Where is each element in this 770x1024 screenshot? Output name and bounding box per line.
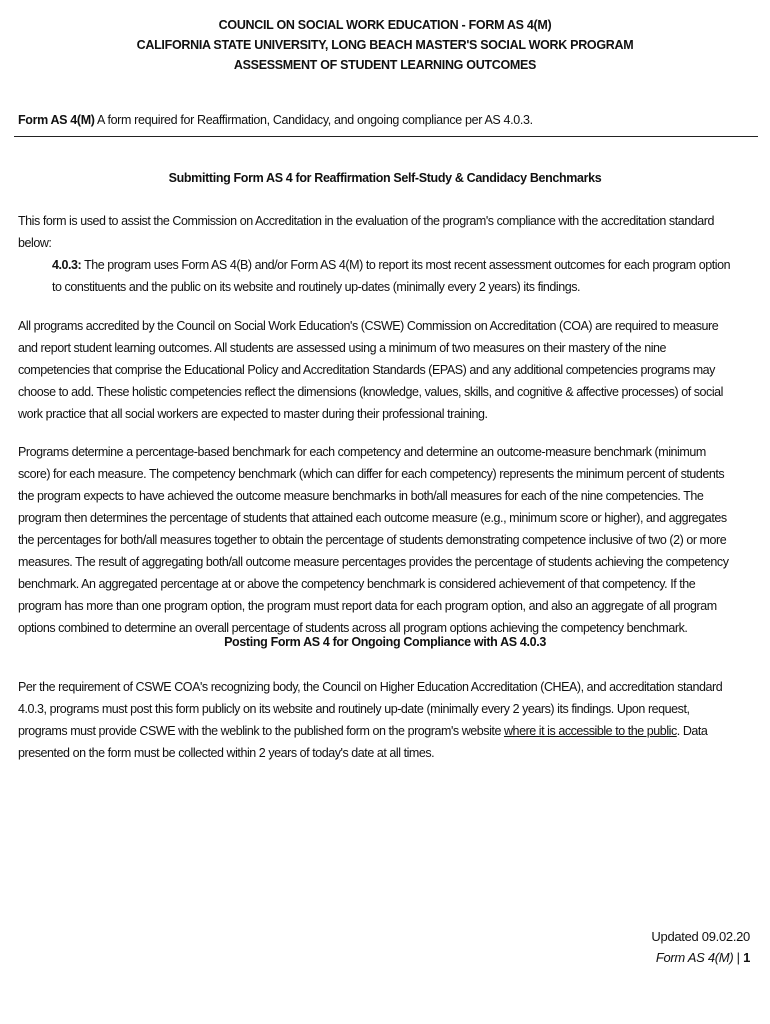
footer-form-ref: Form AS 4(M) <box>655 950 734 965</box>
section-heading-submitting: Submitting Form AS 4 for Reaffirmation Self-Study & Candidacy Benchmarks <box>168 171 602 185</box>
section-heading-posting: Posting Form AS 4 for Ongoing Compliance with AS 4.0.3 <box>224 635 546 649</box>
footer-separator: | <box>733 950 744 965</box>
document-header <box>0 15 770 75</box>
footer-form-line <box>651 947 750 968</box>
posting-text-underlined: where it is accessible to the public <box>503 724 677 738</box>
posting-text-end: . Data presented on the form must be collected within 2 years of today's date at all times. <box>18 724 708 760</box>
standard-paragraph <box>52 254 742 298</box>
page-footer <box>651 926 750 968</box>
updated-date: Updated 09.02.20 <box>651 929 750 944</box>
page-number: 1 <box>743 950 750 965</box>
benchmark-paragraph: Programs determine a percentage-based benchmark for each competency and determine an outcome-measure benchmark (minimum score) for each measure. The competency benchmark (which can differ for each competency) represents the minimum percent of students the program expects to have achieved the outcome measure benchmarks in both/all measures for each of the nine competencies. The program then determines the percentage of students that attained each outcome measure (e.g., minimum score or higher), and aggregates the percentages for both/all measures together to obtain the percentage of students demonstrating competence inclusive of two (2) or more measures. The result of aggregating both/all outcome measure percentages provides the percentage of students achieving the competency benchmark. An aggregated percentage at or above the competency benchmark is considered achievement of that competency. If the program has more than one program option, the program must report data for each program option, and also an aggregate of all program options combined to determine an overall percentage of students across all program options achieving the competency benchmark. <box>18 445 729 635</box>
header-divider <box>14 136 758 137</box>
form-description-text: A form required for Reaffirmation, Candidacy, and ongoing compliance per AS 4.0.3. <box>94 113 533 127</box>
posting-paragraph <box>18 676 738 764</box>
form-label: Form AS 4(M) <box>18 113 95 127</box>
competency-paragraph: All programs accredited by the Council on Social Work Education's (CSWE) Commission on Accreditation (COA) are required to measure and report student learning outcomes. All students are assessed using a minimum of two measures on their mastery of the nine competencies that comprise the Educational Policy and Accreditation Standards (EPAS) and any additional competencies programs may choose to add. These holistic competencies reflect the dimensions (knowledge, values, skills, and cognitive & affective processes) of social work practice that all social workers are expected to master during their professional training. <box>18 319 723 421</box>
header-line-3: ASSESSMENT OF STUDENT LEARNING OUTCOMES <box>233 58 537 72</box>
form-description <box>18 113 533 127</box>
standard-label: 4.0.3: <box>52 258 82 272</box>
posting-text-start: Per the requirement of CSWE COA's recognizing body, the Council on Higher Education Accreditation (CHEA), and accreditation standard 4.0.3, programs must post this form publicly on its website and routinely up-date (minimally every 2 years) its findings. Upon request, programs must provide CSWE with the weblink to the published form on the program's website <box>18 680 723 738</box>
intro-paragraph: This form is used to assist the Commission on Accreditation in the evaluation of the program's compliance with the accreditation standard below: <box>18 214 714 250</box>
header-line-1: COUNCIL ON SOCIAL WORK EDUCATION - FORM AS 4(M) <box>218 18 552 32</box>
header-line-2: CALIFORNIA STATE UNIVERSITY, LONG BEACH MASTER'S SOCIAL WORK PROGRAM <box>136 38 634 52</box>
standard-text: The program uses Form AS 4(B) and/or Form AS 4(M) to report its most recent assessment outcomes for each program option to constituents and the public on its website and routinely up-dates (minimally every 2 years) its findings. <box>52 258 731 294</box>
